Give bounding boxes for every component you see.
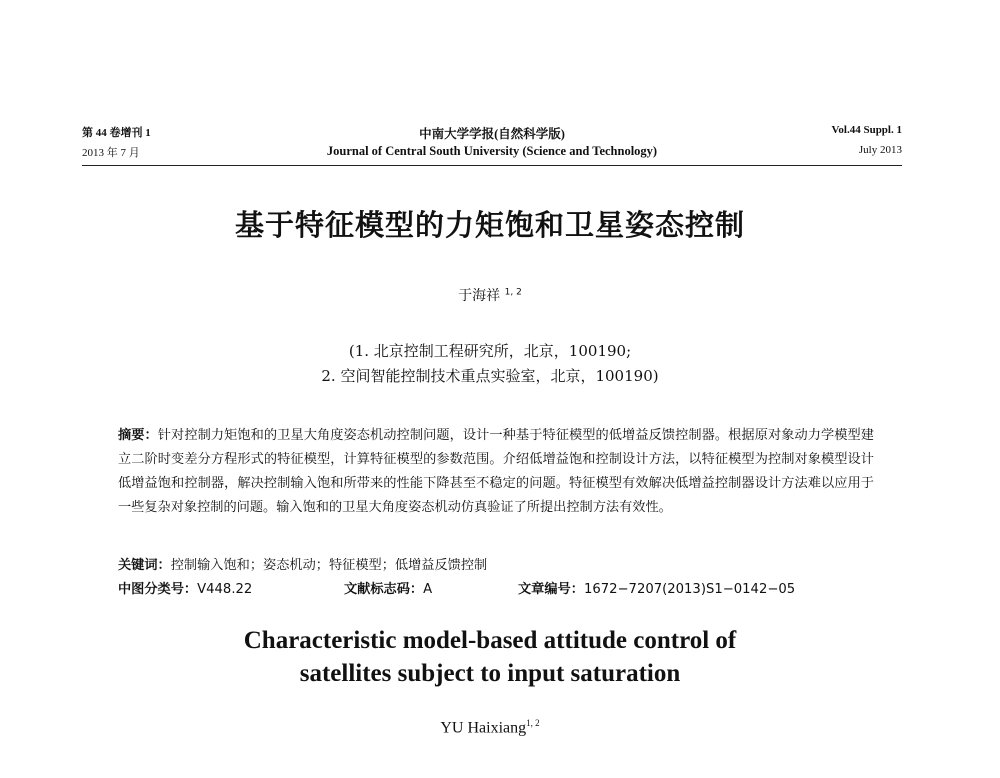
date-en: July 2013 [858,144,902,156]
document-code [344,578,432,597]
running-header-row-2 [82,144,902,164]
keywords-label: 关键词： [118,558,171,573]
author-en-sup: 1, 2 [526,718,540,728]
paper-title-en-line-1: Characteristic model-based attitude control of [243,627,737,654]
author-en [0,718,980,737]
clc-label: 中图分类号： [118,582,198,597]
header-rule [82,165,902,166]
paper-title-en-line-2: satellites subject to input saturation [299,660,681,687]
author-name-cn: 于海祥 [458,288,501,304]
keywords [118,554,487,573]
author-cn [0,285,980,305]
paper-title-cn: 基于特征模型的力矩饱和卫星姿态控制 [234,208,745,242]
doc-code-value: A [423,582,433,597]
author-affil-sup: 1, 2 [504,287,522,298]
abstract-text: 针对控制力矩饱和的卫星大角度姿态机动控制问题，设计一种基于特征模型的低增益反馈控制器。根据原对象动力学模型建立二阶时变差分方程形式的特征模型，计算特征模型的参数范围。介绍低增益饱和控制设计方法，以特征模型为控制对象模型设计低增益饱和控制器，解决控制输入饱和所带来的性能下降甚至不稳定的问题。特征模型有效解决低增益控制器设计方法难以应用于一些复杂对象控制的问题。输入饱和的卫星大角度姿态机动仿真验证了所提出控制方法有效性。 [118,428,874,515]
date-cn: 2013 年 7 月 [82,147,140,159]
running-header-row-1 [82,124,902,144]
abstract-label: 摘要： [118,428,158,443]
issue-label: 第 44 卷增刊 1 [82,127,151,139]
volume-label: Vol.44 Suppl. 1 [831,124,902,136]
doc-code-label: 文献标志码： [344,582,424,597]
article-number [518,578,795,597]
author-name-en: YU Haixiang [440,719,527,737]
keywords-text: 控制输入饱和；姿态机动；特征模型；低增益反馈控制 [170,558,488,573]
journal-title-en: Journal of Central South University (Science and Technology) [326,144,658,158]
affiliation-2: 2. 空间智能控制技术重点实验室，北京，100190) [321,367,659,385]
clc-number [118,578,252,597]
article-label: 文章编号： [518,582,584,597]
affiliation-1: (1. 北京控制工程研究所，北京，100190; [348,342,632,360]
journal-title-cn: 中南大学学报(自然科学版) [419,127,565,141]
abstract [118,424,874,520]
clc-value: V448.22 [197,582,253,597]
article-value: 1672−7207(2013)S1−0142−05 [583,582,796,597]
running-header [82,124,902,168]
classification-row [118,578,878,602]
